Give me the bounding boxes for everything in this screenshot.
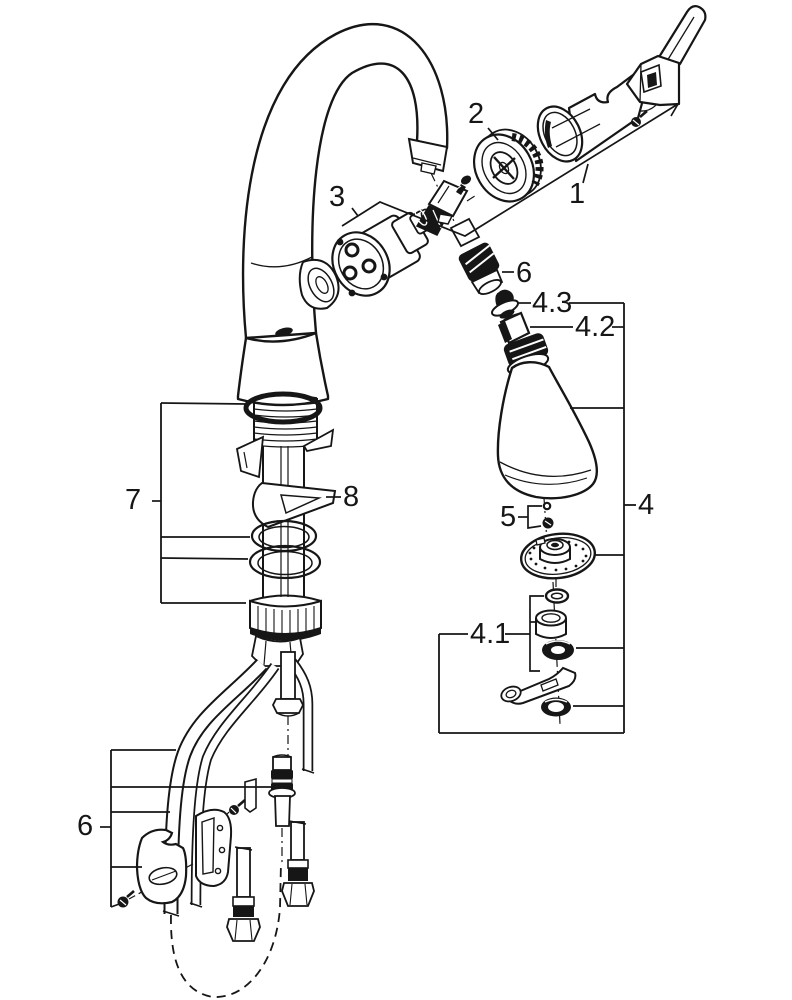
callout-4-2: 4.2 (575, 311, 616, 343)
callout-3: 3 (329, 181, 346, 213)
lever-handle (627, 6, 705, 105)
spray-internals (499, 590, 575, 717)
callout-6-coupling: 6 (516, 257, 533, 289)
callout-5: 5 (500, 501, 517, 533)
weight-screw-top (229, 800, 245, 815)
callout-4-1: 4.1 (470, 618, 511, 650)
spray-head (498, 332, 597, 499)
service-wrench (499, 668, 575, 704)
hose-weight-assembly (118, 800, 246, 908)
hose-coupling-part (451, 219, 503, 297)
spray-face-disc (519, 530, 598, 583)
callout-4-3: 4.3 (532, 287, 573, 319)
weight-screw-bottom (118, 891, 135, 908)
holder-half (196, 810, 231, 886)
hose-quick-coupling-part (269, 755, 295, 826)
callout-7: 7 (125, 484, 142, 516)
callout-8: 8 (343, 481, 360, 513)
callout-1: 1 (569, 178, 586, 210)
callout-4: 4 (638, 489, 655, 521)
faucet-spout (243, 24, 447, 338)
callout-2: 2 (468, 98, 485, 130)
spray-fixings (543, 503, 554, 529)
mounting-washers (250, 521, 320, 578)
callout-6-weight: 6 (77, 810, 94, 842)
mounting-bracket-part (237, 430, 335, 527)
hose-loop-dashed (171, 862, 281, 997)
